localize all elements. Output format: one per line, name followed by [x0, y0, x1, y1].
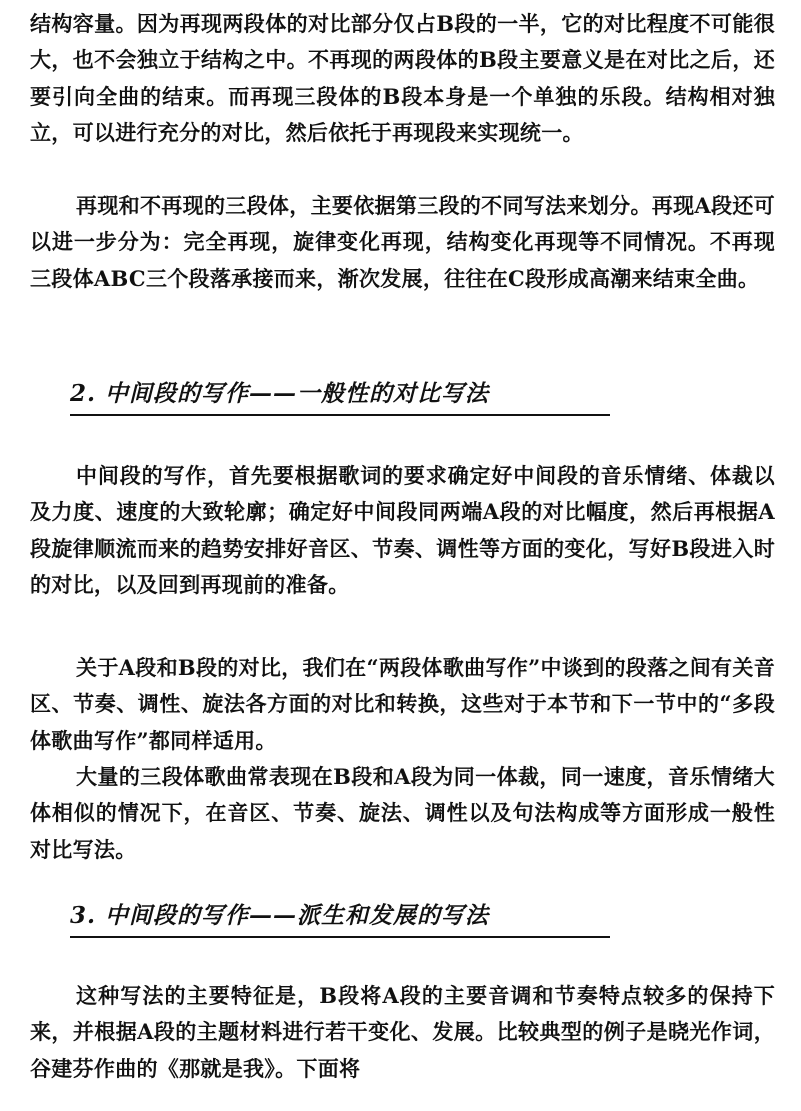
paragraph-three-part-types: 再现和不再现的三段体，主要依据第三段的不同写法来划分。再现A段还可以进一步分为：完全再现，旋律变化再现，结构变化再现等不同情况。不再现三段体ABC三个段落承接而来，渐次发展，往往在C段形成高潮来结束全曲。 [30, 193, 775, 291]
paragraph-ab-contrast: 关于A段和B段的对比，我们在“两段体歌曲写作”中谈到的段落之间有关音区、节奏、调性、旋法各方面的对比和转换，这些对于本节和下一节中的“多段体歌曲写作”都同样适用。 [30, 655, 775, 753]
paragraph-general-contrast-method: 大量的三段体歌曲常表现在B段和A段为同一体裁，同一速度，音乐情绪大体相似的情况下，在音区、节奏、旋法、调性以及句法构成等方面形成一般性对比写法。 [30, 764, 775, 862]
paragraph-two-part-structure: 结构容量。因为再现两段体的对比部分仅占B段的一半，它的对比程度不可能很大，也不会独立于结构之中。不再现的两段体的B段主要意义是在对比之后，还要引向全曲的结束。而再现三段体的B段本身是一个单独的乐段。结构相对独立，可以进行充分的对比，然后依托于再现段来实现统一。 [30, 11, 775, 145]
section-heading-general-contrast: 2. 中间段的写作——一般性的对比写法 [70, 375, 610, 416]
paragraph-middle-section-writing: 中间段的写作，首先要根据歌词的要求确定好中间段的音乐情绪、体裁以及力度、速度的大致轮廓；确定好中间段同两端A段的对比幅度，然后再根据A段旋律顺流而来的趋势安排好音区、节奏、调性等方面的变化，写好B段进入时的对比，以及回到再现前的准备。 [30, 463, 775, 597]
paragraph-derivation-method: 这种写法的主要特征是，B段将A段的主要音调和节奏特点较多的保持下来，并根据A段的主题材料进行若干变化、发展。比较典型的例子是晓光作词，谷建芬作曲的《那就是我》。下面将 [30, 983, 775, 1081]
section-heading-derivation-development: 3. 中间段的写作——派生和发展的写法 [70, 897, 610, 938]
